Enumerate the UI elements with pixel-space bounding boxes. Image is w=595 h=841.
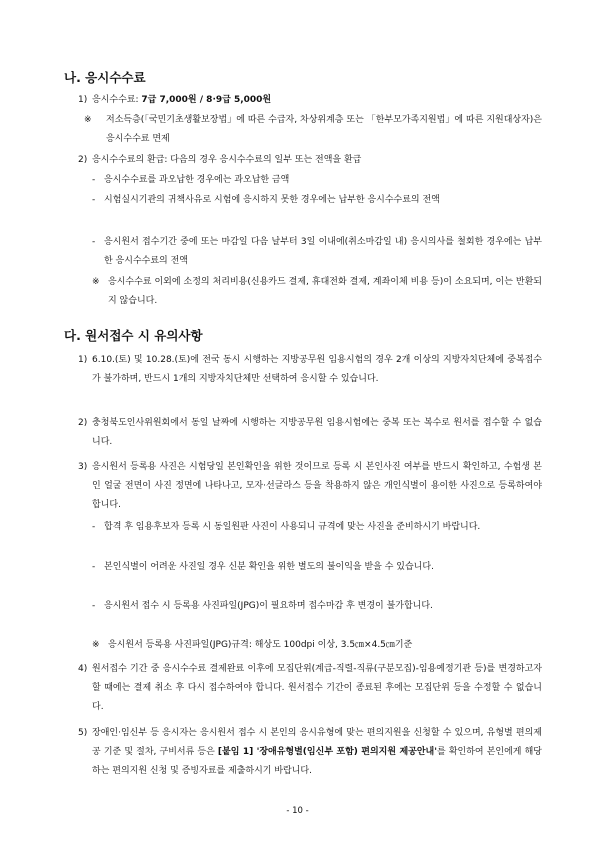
dash-mark: - xyxy=(92,175,96,185)
fee-label: 응시수수료: xyxy=(92,95,142,105)
accommodation-text-before: 장애인·임신부 등 응시자는 응시원서 접수 시 본인의 응시유형에 맞는 편의지원을 신청할 수 있으며, 유형별 편의제공 기준 및 절차, 구비서류 등은 xyxy=(92,728,542,757)
refund-case-withdrawal: 응시원서 접수기간 중에 또는 마감일 다음 날부터 3일 이내에(취소마감일 내) 응시의사를 철회한 경우에는 납부한 응시수수료의 전액 xyxy=(104,237,542,266)
processing-cost-note: 응시수수료 이외에 소정의 처리비용(신용카드 결제, 휴대전화 결제, 계좌이체 비용 등)이 소요되며, 이는 반환되지 않습니다. xyxy=(108,277,542,306)
dash-mark: - xyxy=(92,522,96,532)
photo-identification-note: 본인식별이 어려운 사진일 경우 신분 확인을 위한 별도의 불이익을 받을 수 있습니다. xyxy=(104,562,434,572)
item-number: 1) xyxy=(78,355,88,365)
section-title-fee: 나. 응시수수료 xyxy=(64,70,146,85)
item-number: 2) xyxy=(78,155,88,165)
refund-case-institution-fault: 시험실시기관의 귀책사유로 시험에 응시하지 못한 경우에는 납부한 응시수수료의 전액 xyxy=(104,195,440,205)
item-number: 3) xyxy=(78,462,88,472)
fee-amount-line xyxy=(92,91,271,110)
item-number: 5) xyxy=(78,728,88,738)
dash-mark: - xyxy=(92,562,96,572)
accommodation-text-after: 를 확인하여 본인에게 해당하는 편의지원 신청 및 증빙자료를 제출하시기 바랍니다. xyxy=(92,747,542,776)
page-number: - 10 - xyxy=(286,806,309,816)
accommodation-note xyxy=(92,724,542,781)
dash-mark: - xyxy=(92,237,96,247)
note-mark: ※ xyxy=(92,277,100,287)
note-mark: ※ xyxy=(92,640,100,650)
dash-mark: - xyxy=(92,601,96,611)
refund-case-overpaid: 응시수수료를 과오납한 경우에는 과오납한 금액 xyxy=(104,175,290,185)
accommodation-reference: [붙임 1] '장애유형별(임신부 포함) 편의지원 제공안내' xyxy=(217,747,437,757)
same-day-exam-note: 충청북도인사위원회에서 동일 날짜에 시행하는 지방공무원 임용시험에는 중복 또는 복수로 원서를 접수할 수 없습니다. xyxy=(92,418,542,447)
change-unit-note: 원서접수 기간 중 응시수수료 결제완료 이후에 모집단위(계급-직렬-직류(구분모집)-임용예정기관 등)를 변경하고자 할 때에는 결제 취소 후 다시 접수하여야 합니다. 원서접수 기간이 종료된 후에는 모집단위 등을 수정할 수 없습니다. xyxy=(92,664,542,712)
photo-requirement-note: 응시원서 등록용 사진은 시험당일 본인확인을 위한 것이므로 등록 시 본인사진 여부를 반드시 확인하고, 수험생 본인 얼굴 전면이 사진 정면에 나타나고, 모자·선글라스 등을 착용하지 않은 개인식별이 용이한 사진으로 등록하여야 합니다. xyxy=(92,462,542,510)
fee-value: 7급 7,000원 / 8·9급 5,000원 xyxy=(141,95,272,105)
photo-file-note: 응시원서 접수 시 등록용 사진파일(JPG)이 필요하며 접수마감 후 변경이 불가합니다. xyxy=(104,601,433,611)
item-number: 2) xyxy=(78,418,88,428)
duplicate-application-note: 6.10.(토) 및 10.28.(토)에 전국 동시 시행하는 지방공무원 임용시험의 경우 2개 이상의 지방자치단체에 중복접수가 불가하며, 반드시 1개의 지방자치단체만 선택하여 응시할 수 있습니다. xyxy=(92,355,542,384)
photo-same-negative-note: 합격 후 임용후보자 등록 시 동일원판 사진이 사용되니 규격에 맞는 사진을 준비하시기 바랍니다. xyxy=(104,522,481,532)
item-number: 1) xyxy=(78,95,88,105)
item-number: 4) xyxy=(78,664,88,674)
section-title-application-notes: 다. 원서접수 시 유의사항 xyxy=(64,328,203,343)
fee-exemption-note: 저소득층(「국민기초생활보장법」에 따른 수급자, 차상위계층 또는 「한부모가족지원법」에 따른 지원대상자)은 응시수수료 면제 xyxy=(106,115,542,144)
dash-mark: - xyxy=(92,195,96,205)
note-mark: ※ xyxy=(84,115,92,125)
fee-refund-heading: 응시수수료의 환급: 다음의 경우 응시수수료의 일부 또는 전액을 환급 xyxy=(92,155,362,165)
photo-spec-note: 응시원서 등록용 사진파일(JPG)규격: 해상도 100dpi 이상, 3.5㎝×4.5㎝기준 xyxy=(108,640,413,650)
